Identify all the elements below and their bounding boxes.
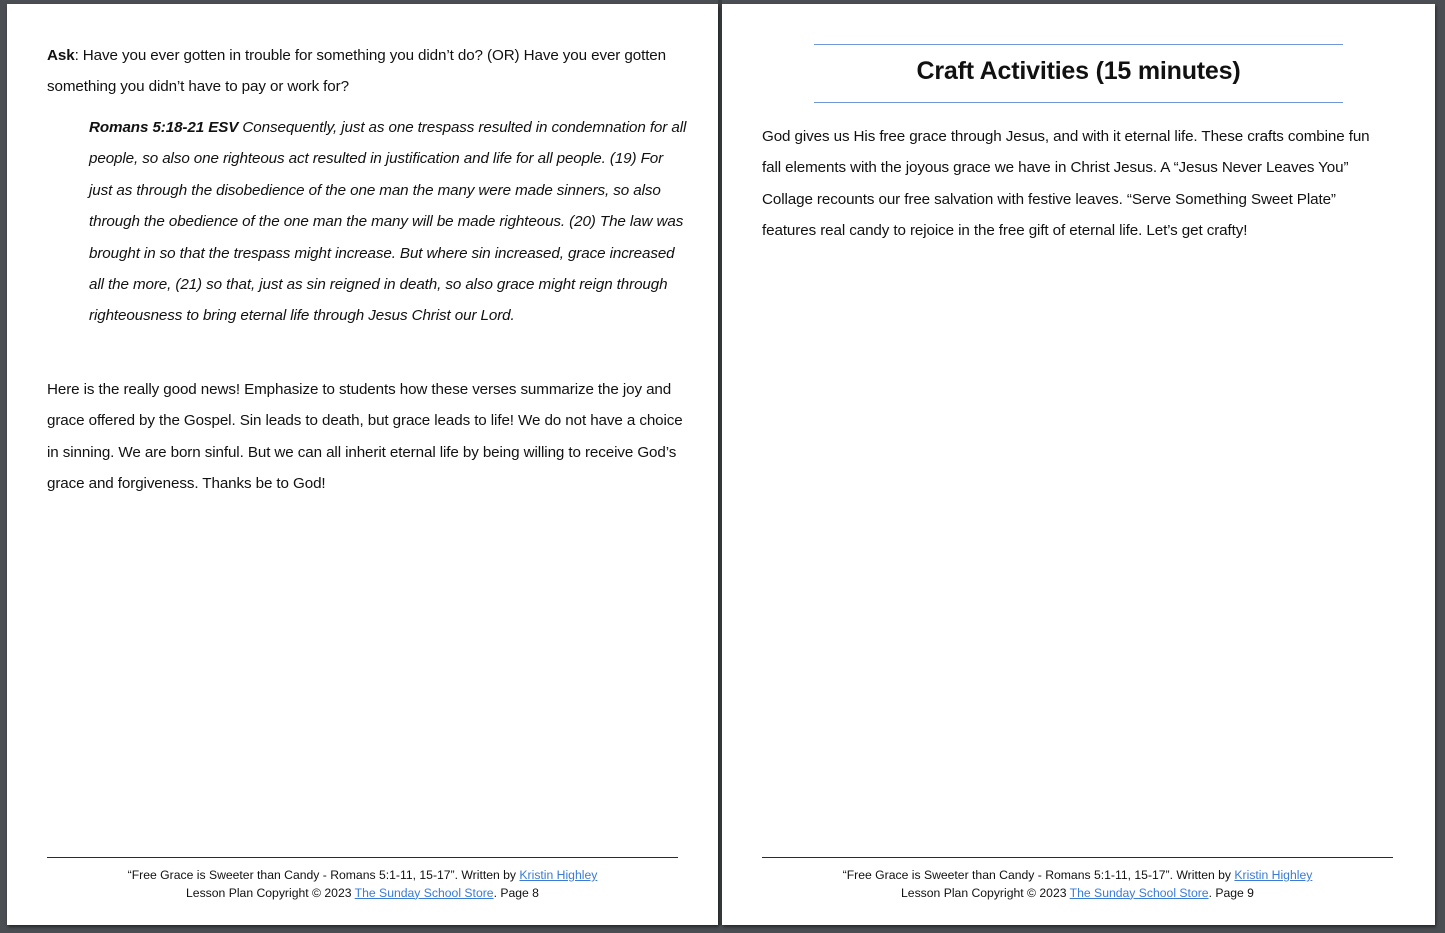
scripture-text: Consequently, just as one trespass resulted in condemnation for all people, so also one righteous act resulted in justification and life for all people. (19) For just as through the disobedience of the one man the many were made sinners, so also through the obedience of the one man the many will be made righteous. (20) The law was brought in so that the trespass might increase. But where sin increased, grace increased all the more, (21) so that, just as sin reigned in death, so also grace might reign through righteousness to bring eternal life through Jesus Christ our Lord. — [89, 119, 687, 325]
footer-title: “Free Grace is Sweeter than Candy - Romans 5:1-11, 15-17”. Written by — [127, 868, 520, 882]
ask-text: : Have you ever gotten in trouble for something you didn’t do? (OR) Have you ever gotten something you didn’t have to pay or work for? — [47, 47, 667, 96]
section-heading: Craft Activities (15 minutes) — [916, 57, 1241, 85]
store-link[interactable]: The Sunday School Store — [354, 885, 494, 900]
page-footer — [762, 867, 1393, 902]
author-link[interactable]: Kristin Highley — [1234, 868, 1313, 882]
footer-line-2 — [762, 885, 1393, 903]
good-news-paragraph: Here is the really good news! Emphasize to students how these verses summarize the joy and grace offered by the Gospel. Sin leads to death, but grace leads to life! We do not have a choice in sinning. We are born sinful. But we can all inherit eternal life by being willing to receive God’s grace and forgiveness. Thanks be to God! — [47, 381, 683, 493]
footer-title: “Free Grace is Sweeter than Candy - Romans 5:1-11, 15-17”. Written by — [842, 868, 1235, 882]
document-page-8 — [7, 4, 718, 925]
store-link[interactable]: The Sunday School Store — [1069, 885, 1209, 900]
craft-intro-paragraph: God gives us His free grace through Jesus, and with it eternal life. These crafts combine fun fall elements with the joyous grace we have in Christ Jesus. A “Jesus Never Leaves You” Collage recounts our free salvation with festive leaves. “Serve Something Sweet Plate” features real candy to rejoice in the free gift of eternal life. Let’s get crafty! — [762, 128, 1370, 240]
author-link[interactable]: Kristin Highley — [519, 868, 598, 882]
scripture-reference: Romans 5:18-21 ESV — [89, 119, 239, 136]
footer-line-1 — [47, 867, 678, 885]
footer-divider — [47, 857, 678, 858]
footer-line-1 — [762, 867, 1393, 885]
footer-divider — [762, 857, 1393, 858]
footer-copyright: Lesson Plan Copyright © 2023 — [186, 885, 355, 900]
heading-rule-top — [814, 44, 1343, 45]
ask-label: Ask — [47, 47, 75, 64]
page-number: . Page 8 — [493, 885, 539, 900]
scripture-quote — [89, 112, 689, 332]
page-number: . Page 9 — [1208, 885, 1254, 900]
heading-rule-bottom — [814, 102, 1343, 103]
document-page-9 — [722, 4, 1435, 925]
page-footer — [47, 867, 678, 902]
footer-line-2 — [47, 885, 678, 903]
ask-paragraph — [47, 40, 667, 103]
footer-copyright: Lesson Plan Copyright © 2023 — [901, 885, 1070, 900]
